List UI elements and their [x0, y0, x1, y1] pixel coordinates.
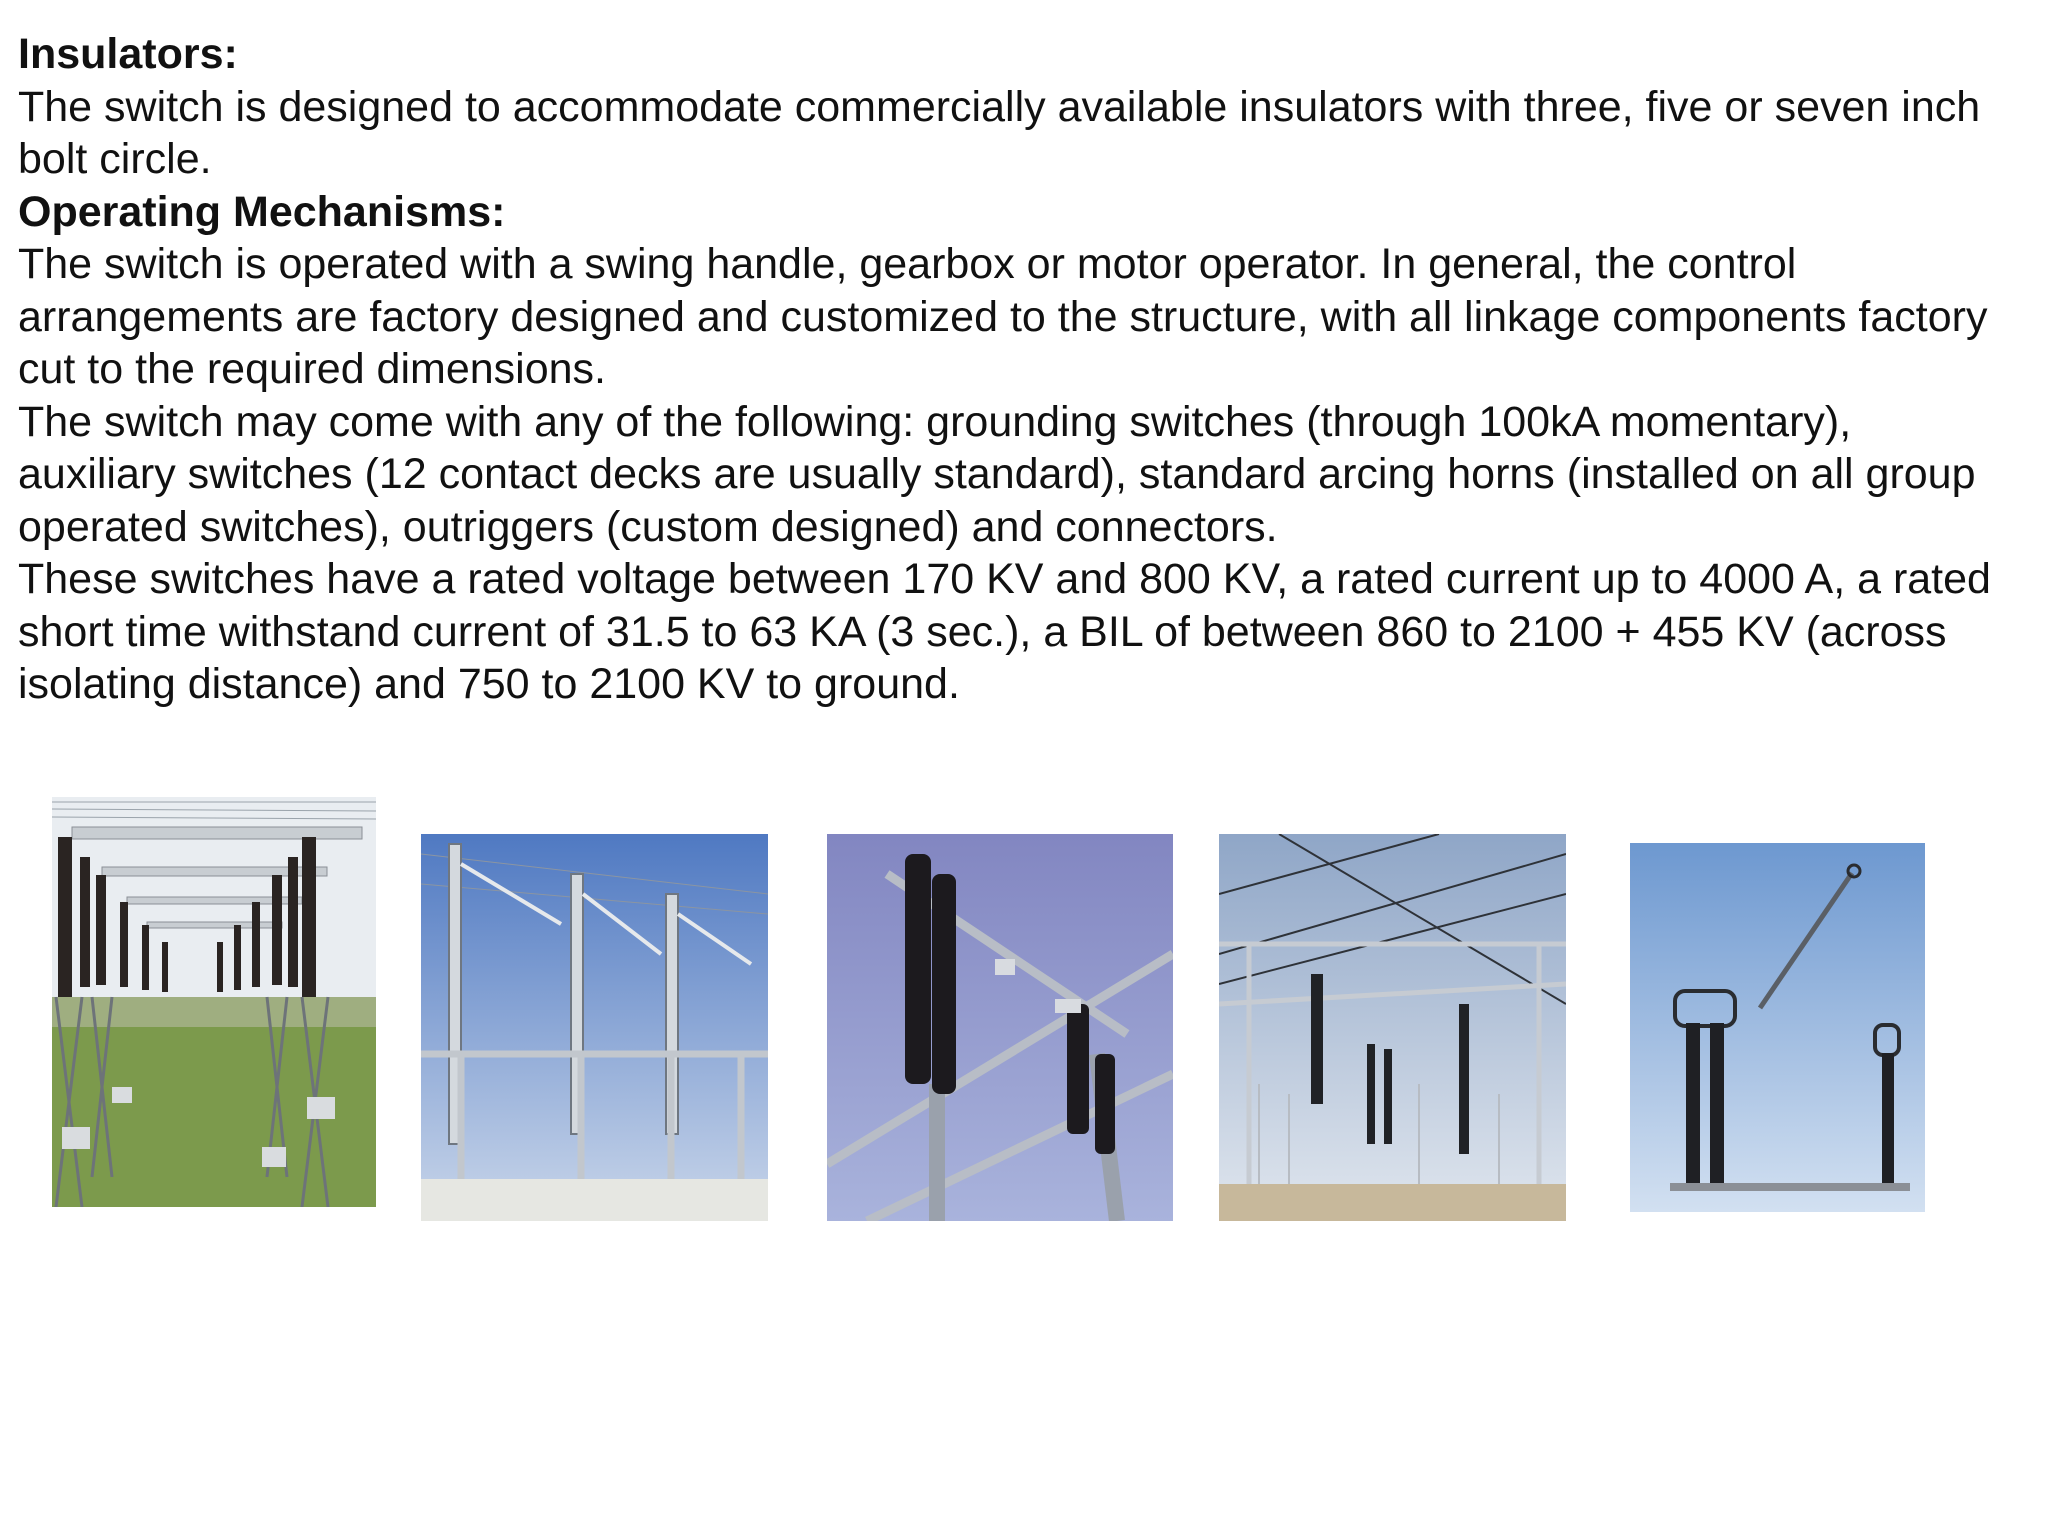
single-disconnector-blue-sky-photo — [1630, 843, 1925, 1212]
section-heading-insulators: Insulators: — [18, 30, 238, 78]
insulator-closeup-photo — [827, 834, 1173, 1221]
document-text — [18, 28, 2018, 711]
paragraph-ratings: These switches have a rated voltage between 170 KV and 800 KV, a rated current up to 4000 A, a rated short time withstand current of 31.5 to 63 KA (3 sec.), a BIL of between 860 to 2100 + 455 KV (across isolating distance) and 750 to 2100 KV to ground. — [18, 555, 1991, 708]
paragraph-insulators: The switch is designed to accommodate commercially available insulators with three, five or seven inch bolt circle. — [18, 82, 1981, 183]
section-heading-operating-mechanisms: Operating Mechanisms: — [18, 187, 506, 236]
substation-overview-photo — [1219, 834, 1566, 1221]
paragraph-operation: The switch is operated with a swing handle, gearbox or motor operator. In general, the control arrangements are factory designed and customized to the structure, with all linkage components factory cut to the required dimensions. — [18, 240, 1988, 393]
vertical-break-disconnectors-photo — [421, 834, 768, 1221]
paragraph-options: The switch may come with any of the following: grounding switches (through 100kA momentary), auxiliary switches (12 contact decks are usually standard), standard arcing horns (installed on all group operated switches), outriggers (custom designed) and connectors. — [18, 397, 1976, 551]
substation-disconnector-rows-photo — [52, 797, 376, 1207]
